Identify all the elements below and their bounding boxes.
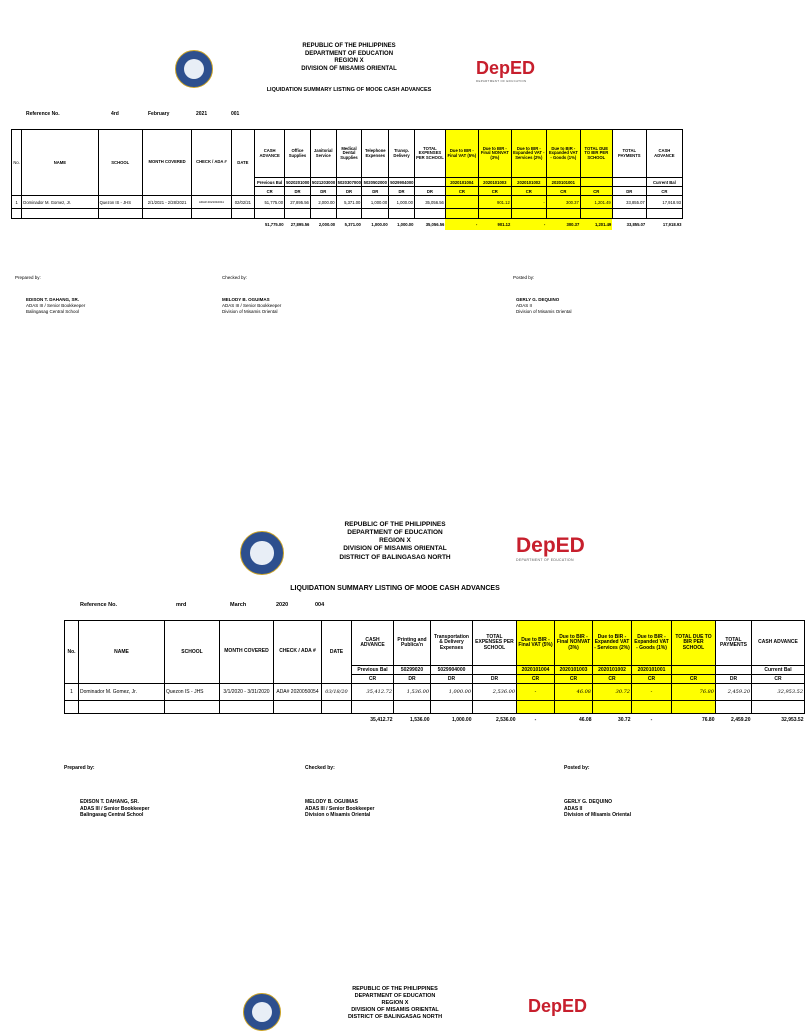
posted-label: Posted by: — [513, 275, 535, 280]
reference-label: Reference No. — [26, 111, 60, 117]
row-month-covered: 3/1/2020 - 3/31/2020 — [220, 684, 274, 701]
division-line: DIVISION OF MISAMIS ORIENTAL — [351, 1006, 439, 1013]
col-name: NAME — [79, 621, 165, 684]
cr-label: CR — [672, 675, 716, 684]
cr-label: CR — [546, 187, 580, 196]
row-check-ada: ADA# 2021010011 — [192, 196, 231, 209]
reference-year: 2020 — [276, 602, 289, 608]
col-total-bir: TOTAL DUE TO BIR PER SCHOOL — [672, 621, 716, 666]
department-line: DEPARTMENT OF EDUCATION — [347, 529, 443, 537]
region-line: REGION X — [379, 537, 411, 545]
row-office-supplies: 27,895.56 — [285, 196, 311, 209]
cr-label: CR — [752, 675, 805, 684]
total-printing: 1,536.00 — [394, 714, 431, 727]
col-bir-final-vat: Due to BIR - Final VAT (5%) — [517, 621, 555, 666]
signatory-name: GERLY G. DEQUINO — [516, 297, 560, 302]
col-transportation: Transportation & Delivery Expenses — [431, 621, 473, 666]
col-bir-goods: Due to BIR - Expanded VAT - Goods (1%) — [546, 130, 580, 178]
cr-label: CR — [580, 187, 612, 196]
signatory-title: ADAS III / Senior Bookkeeper — [80, 805, 150, 812]
total-expenses: 35,056.56 — [414, 219, 445, 230]
account-code: 2020101002 — [593, 666, 632, 675]
current-bal-label: Current Bal — [752, 666, 805, 675]
account-code: 2020101001 — [632, 666, 672, 675]
total-janitorial: 2,000.00 — [310, 219, 336, 230]
dr-label: DR — [716, 675, 752, 684]
deped-logo-text: DepED — [476, 58, 536, 78]
col-name: NAME — [22, 130, 98, 196]
department-line: DEPARTMENT OF EDUCATION — [304, 50, 394, 57]
signatory-name: EDISON T. DAHANG, SR. — [26, 297, 80, 302]
col-bir-goods: Due to BIR - Expanded VAT - Goods (1%) — [632, 621, 672, 666]
total-cash-advance: 35,412.72 — [352, 714, 394, 727]
total-cash-advance: 51,775.00 — [255, 219, 285, 230]
row-school: Quezon IS - JHS — [98, 196, 142, 209]
dr-label: DR — [389, 187, 415, 196]
row-no: 1 — [12, 196, 22, 209]
total-final-nonvat: 46.08 — [555, 714, 593, 727]
signatory-name: GERLY G. DEQUINO — [564, 799, 613, 805]
col-medical: Medical Dental Supplies — [336, 130, 362, 178]
row-cash-balance: 17,918.93 — [646, 196, 682, 209]
signatory-office: Balingasag Central School — [80, 812, 144, 818]
row-check-ada: ADA# 2020050054 — [274, 684, 322, 701]
col-month-covered: MONTH COVERED — [220, 621, 274, 684]
reference-month: March — [230, 602, 247, 608]
total-exp-goods: 300.37 — [546, 219, 580, 230]
total-exp-goods: - — [632, 714, 672, 727]
dr-label: DR — [473, 675, 517, 684]
deped-seal-icon — [243, 993, 281, 1031]
reference-ord: mrd — [176, 602, 187, 608]
col-bir-final-nonvat: Due to BIR - Final NONVAT (3%) — [555, 621, 593, 666]
deped-seal-icon — [240, 531, 284, 575]
total-final-vat: - — [517, 714, 555, 727]
dr-label: DR — [414, 187, 445, 196]
signatory-name: MELODY B. OGUIMAS — [222, 297, 270, 302]
region-line: REGION X — [381, 999, 409, 1006]
account-code: 5029904000 — [431, 666, 473, 675]
checked-label: Checked by: — [222, 275, 248, 280]
col-janitorial: Janitorial Service — [310, 130, 336, 178]
row-exp-services: - — [511, 196, 546, 209]
col-school: SCHOOL — [165, 621, 220, 684]
checked-label: Checked by: — [305, 765, 335, 771]
row-no: 1 — [65, 684, 79, 701]
signatory-name: MELODY B. OGUIMAS — [305, 799, 358, 805]
row-cash-advance: 35,412.72 — [352, 684, 394, 701]
row-total-bir: 1,201.49 — [580, 196, 612, 209]
col-no: No. — [65, 621, 79, 684]
col-total-expenses: TOTAL EXPENSES PER SCHOOL — [414, 130, 445, 178]
col-check-ada: CHECK / ADA # — [274, 621, 322, 684]
signatory-title: ADAS III / Senior Bookkeeper — [305, 805, 375, 812]
liquidation-table-2 — [64, 620, 805, 727]
row-total-payments: 2,459.20 — [716, 684, 752, 701]
col-month-covered: MONTH COVERED — [142, 130, 191, 196]
col-total-payments: TOTAL PAYMENTS — [612, 130, 646, 178]
district-line: DISTRICT OF BALINGASAG NORTH — [339, 553, 451, 561]
account-code: 2020101004 — [517, 666, 555, 675]
row-month-covered: 2/1/2021 - 2/28/2021 — [142, 196, 191, 209]
totals-row — [65, 714, 805, 727]
col-total-expenses: TOTAL EXPENSES PER SCHOOL — [473, 621, 517, 666]
col-telephone: Telephone Expenses — [362, 130, 389, 178]
agency-header-3 — [300, 986, 490, 1020]
deped-logo-text: DepED — [528, 996, 588, 1016]
deped-logo — [516, 534, 585, 562]
row-cash-balance: 32,953.52 — [752, 684, 805, 701]
signatory-name: EDISON T. DAHANG, SR. — [80, 799, 139, 805]
col-check-ada: CHECK / ADA # — [192, 130, 231, 196]
row-date: 03/18/20 — [322, 684, 352, 701]
dr-label: DR — [394, 675, 431, 684]
prepared-signatory — [80, 799, 149, 819]
total-cash-balance: 17,918.93 — [646, 219, 682, 230]
row-total-expenses: 35,056.56 — [414, 196, 445, 209]
cr-label: CR — [478, 187, 511, 196]
col-bir-final-nonvat: Due to BIR - Final NONVAT (3%) — [478, 130, 511, 178]
reference-ord: 4rd — [111, 111, 119, 117]
row-name: Dominador M. Gomez, Jr. — [79, 684, 165, 701]
row-printing: 1,536.00 — [394, 684, 431, 701]
row-transportation: 1,000.00 — [431, 684, 473, 701]
prepared-label: Prepared by: — [64, 765, 95, 771]
row-total-payments: 33,855.07 — [612, 196, 646, 209]
reference-row — [80, 602, 340, 611]
reference-number: 004 — [315, 602, 325, 608]
cr-label: CR — [517, 675, 555, 684]
col-bir-final-vat: Due to BIR - Final VAT (5%) — [445, 130, 478, 178]
account-code: 5029904000 — [390, 179, 414, 185]
row-final-nonvat: 46.08 — [555, 684, 593, 701]
account-code: 2020101002 — [511, 178, 546, 187]
total-payments: 2,459.20 — [716, 714, 752, 727]
col-bir-services: Due to BIR - Expanded VAT - Services (2%) — [593, 621, 632, 666]
signatory-title: ADAS III / Senior Bookkeeper — [222, 302, 282, 308]
signatory-title: ADAS II — [516, 302, 533, 308]
col-bir-services: Due to BIR - Expanded VAT - Services (2%) — [511, 130, 546, 178]
cr-label: CR — [593, 675, 632, 684]
row-exp-goods: 300.37 — [546, 196, 580, 209]
cr-label: CR — [352, 675, 394, 684]
cr-label: CR — [255, 187, 285, 196]
row-telephone: 1,000.00 — [362, 196, 389, 209]
col-printing: Printing and Publica'n — [394, 621, 431, 666]
cr-label: CR — [555, 675, 593, 684]
reference-year: 2021 — [196, 111, 208, 117]
col-office-supplies: Office Supplies — [285, 130, 311, 178]
signatory-title: ADAS III / Senior Bookkeeper — [26, 302, 86, 308]
current-bal-label: Current Bal — [646, 178, 682, 187]
account-code: 2020101001 — [546, 178, 580, 187]
cr-label: CR — [445, 187, 478, 196]
total-telephone: 1,000.00 — [362, 219, 389, 230]
col-date: DATE — [322, 621, 352, 684]
posted-label: Posted by: — [564, 765, 590, 771]
dr-label: DR — [336, 187, 362, 196]
col-cash-advance: CASH ADVANCE — [255, 130, 285, 178]
total-office-supplies: 27,895.56 — [285, 219, 311, 230]
cr-label: CR — [511, 187, 546, 196]
total-bir: 76.80 — [672, 714, 716, 727]
dr-label: DR — [285, 187, 311, 196]
district-line: DISTRICT OF BALINGASAG NORTH — [347, 1013, 443, 1020]
col-cash-advance: CASH ADVANCE — [352, 621, 394, 666]
signatory-office: Division of Misamis Oriental — [564, 812, 631, 818]
row-medical: 5,371.00 — [336, 196, 362, 209]
total-medical: 5,371.00 — [336, 219, 362, 230]
agency-header — [300, 521, 490, 562]
account-code: 5020502000 — [363, 179, 387, 185]
previous-bal-label: Previous Bal — [255, 178, 285, 187]
signatory-office: Division of Misamis Oriental — [222, 308, 278, 314]
account-code: 5021203000 — [311, 179, 336, 185]
department-line: DEPARTMENT OF EDUCATION — [354, 992, 436, 999]
col-cash-advance-end: CASH ADVANCE — [646, 130, 682, 178]
deped-logo-sub: DEPARTMENT OF EDUCATION — [476, 79, 527, 83]
prepared-label: Prepared by: — [15, 275, 41, 280]
dr-label: DR — [431, 675, 473, 684]
deped-logo — [528, 996, 587, 1017]
page-title: LIQUIDATION SUMMARY LISTING OF MOOE CASH ADVANCES — [290, 585, 500, 592]
account-code: 5020307000 — [337, 179, 361, 185]
col-school: SCHOOL — [98, 130, 142, 196]
row-total-expenses: 2,536.00 — [473, 684, 517, 701]
row-exp-goods: - — [632, 684, 672, 701]
row-school: Quezon IS - JHS — [165, 684, 220, 701]
total-bir: 1,201.49 — [580, 219, 612, 230]
deped-logo-text: DepED — [516, 534, 585, 557]
col-no: No. — [12, 130, 22, 196]
reference-number: 001 — [231, 111, 240, 117]
republic-line: REPUBLIC OF THE PHILIPPINES — [302, 43, 396, 49]
total-final-nonvat: 901.12 — [478, 219, 511, 230]
total-final-vat: - — [445, 219, 478, 230]
cr-label: CR — [632, 675, 672, 684]
col-date: DATE — [231, 130, 255, 196]
account-code: 5020201000 — [286, 179, 310, 185]
account-code: 2020101003 — [555, 666, 593, 675]
cr-label: CR — [646, 187, 682, 196]
row-date: 02/02/21 — [231, 196, 255, 209]
posted-signatory — [564, 799, 631, 819]
division-line: DIVISION OF MISAMIS ORIENTAL — [301, 65, 397, 72]
account-code: 50299020 — [394, 666, 431, 675]
checked-signatory — [305, 799, 374, 819]
reference-month: February — [148, 111, 170, 117]
signatory-office: Division o Misamis Oriental — [305, 812, 371, 818]
total-transportation: 1,000.00 — [431, 714, 473, 727]
row-final-vat: - — [517, 684, 555, 701]
republic-line: REPUBLIC OF THE PHILIPPINES — [352, 986, 438, 992]
total-expenses: 2,536.00 — [473, 714, 517, 727]
total-exp-services: - — [511, 219, 546, 230]
dr-label: DR — [612, 187, 646, 196]
total-exp-services: 30.72 — [593, 714, 632, 727]
table-row — [65, 684, 805, 701]
col-total-bir: TOTAL DUE TO BIR PER SCHOOL — [580, 130, 612, 178]
signatory-office: Division of Misamis Oriental — [516, 308, 572, 314]
reference-label: Reference No. — [80, 602, 117, 608]
row-transpo: 1,000.00 — [389, 196, 415, 209]
signatory-office: Balingasag Central School — [26, 308, 80, 314]
col-total-payments: TOTAL PAYMENTS — [716, 621, 752, 666]
table-row-empty — [65, 701, 805, 714]
deped-logo-sub: DEPARTMENT OF EDUCATION — [516, 558, 574, 562]
row-name: Dominador M. Gomez, Jr. — [22, 196, 98, 209]
account-code: 2020101004 — [445, 178, 478, 187]
dr-label: DR — [310, 187, 336, 196]
previous-bal-label: Previous Bal — [352, 666, 394, 675]
row-total-bir: 76.80 — [672, 684, 716, 701]
row-janitorial: 2,000.00 — [310, 196, 336, 209]
total-payments: 33,855.07 — [612, 219, 646, 230]
account-code: 2020101003 — [478, 178, 511, 187]
total-transpo: 1,000.00 — [389, 219, 415, 230]
region-line: REGION X — [334, 58, 364, 64]
row-cash-advance: 51,775.00 — [255, 196, 285, 209]
dr-label: DR — [362, 187, 389, 196]
total-cash-balance: 32,953.52 — [752, 714, 805, 727]
division-line: DIVISION OF MISAMIS ORIENTAL — [343, 545, 447, 553]
republic-line: REPUBLIC OF THE PHILIPPINES — [344, 521, 446, 528]
page-title: LIQUIDATION SUMMARY LISTING OF MOOE CASH ADVANCES — [266, 87, 432, 93]
col-cash-advance-end: CASH ADVANCE — [752, 621, 805, 666]
col-transpo: Transp. Delivery — [389, 130, 415, 178]
row-final-nonvat: 901.12 — [478, 196, 511, 209]
signatory-title: ADAS II — [564, 805, 583, 812]
row-exp-services: 30.72 — [593, 684, 632, 701]
